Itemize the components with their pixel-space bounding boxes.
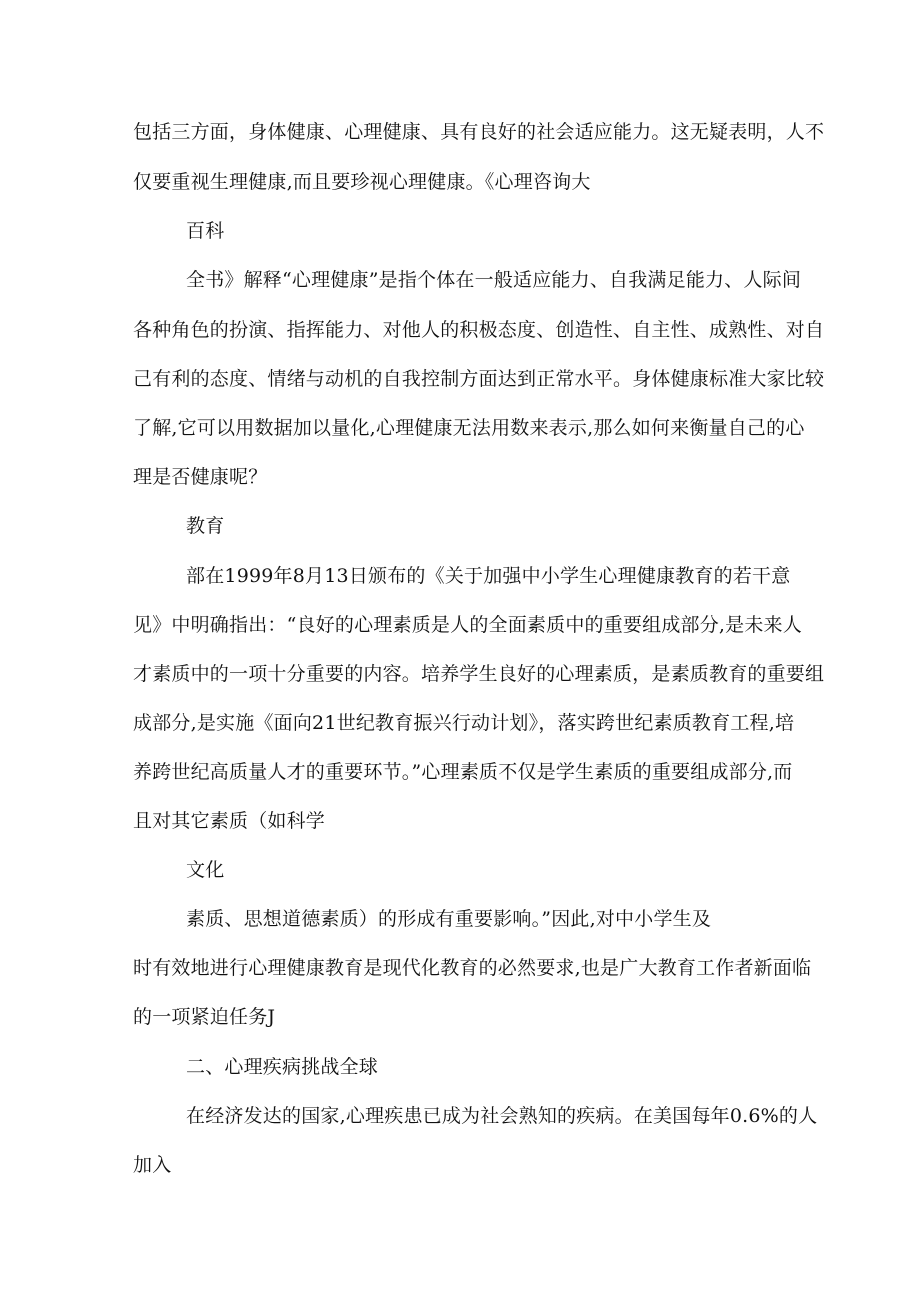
text-line: 百科: [186, 220, 225, 242]
text-line: 在经济发达的国家,心理疾患已成为社会熟知的疾病。在美国每年0.6%的人: [186, 1105, 818, 1127]
text-line: 加入: [133, 1154, 172, 1176]
text-line: 仅要重视生理健康,而且要珍视心理健康。《心理咨询大: [133, 171, 591, 193]
text-line: 教育: [186, 515, 225, 537]
text-line: 包括三方面，身体健康、心理健康、具有良好的社会适应能力。这无疑表明，人不: [133, 121, 825, 143]
text-line: 见》中明确指出：“良好的心理素质是人的全面素质中的重要组成部分,是未来人: [133, 614, 802, 636]
text-line: 的一项紧迫任务J: [133, 1006, 276, 1028]
text-line: 且对其它素质（如科学: [133, 810, 326, 832]
text-line: 养跨世纪高质量人才的重要环节。”心理素质不仅是学生素质的重要组成部分,而: [133, 761, 793, 783]
text-line: 才素质中的一项十分重要的内容。培养学生良好的心理素质，是素质教育的重要组: [133, 663, 825, 685]
text-line: 成部分,是实施《面向21世纪教育振兴行动计划》，落实跨世纪素质教育工程,培: [133, 712, 795, 734]
text-line: 时有效地进行心理健康教育是现代化教育的必然要求,也是广大教育工作者新面临: [133, 957, 812, 979]
text-line: 全书》解释“心理健康”是指个体在一般适应能力、自我满足能力、人际间: [186, 269, 802, 291]
text-line: 理是否健康呢？: [133, 466, 268, 488]
section-heading: 二、心理疾病挑战全球: [186, 1056, 379, 1078]
text-line: 部在1999年8月13日颁布的《关于加强中小学生心理健康教育的若干意: [186, 565, 791, 587]
text-line: 各种角色的扮演、指挥能力、对他人的积极态度、创造性、自主性、成熟性、对自: [133, 319, 825, 341]
text-line: 了解,它可以用数据加以量化,心理健康无法用数来表示,那么如何来衡量自己的心: [133, 417, 805, 439]
text-line: 素质、思想道德素质）的形成有重要影响。”因此,对中小学生及: [186, 908, 712, 930]
text-line: 文化: [186, 859, 225, 881]
text-line: 己有利的态度、情绪与动机的自我控制方面达到正常水平。身体健康标准大家比较: [133, 368, 825, 390]
